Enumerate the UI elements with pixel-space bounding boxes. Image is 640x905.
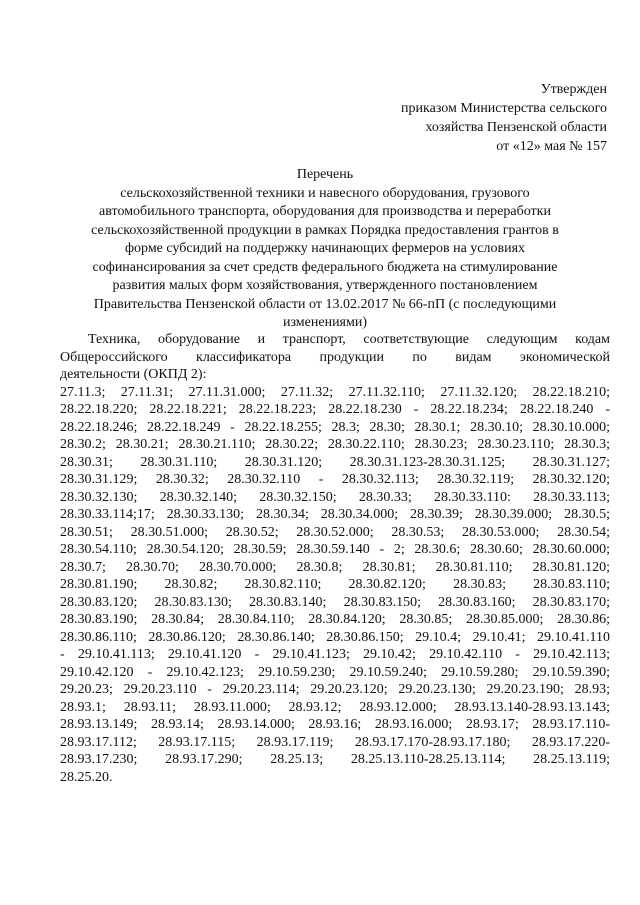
intro-line-3: деятельности (ОКПД 2):: [60, 367, 207, 382]
codes-line: 28.30.81.190; 28.30.82; 28.30.82.110; 28.30.82.120; 28.30.83; 28.30.83.110;: [60, 577, 610, 592]
codes-last-line: 28.25.20.: [60, 769, 113, 785]
codes-line: 28.22.18.220; 28.22.18.221; 28.22.18.223; 28.22.18.230 - 28.22.18.234; 28.22.18.240 -: [60, 402, 610, 417]
approval-line-1: Утвержден: [540, 82, 607, 97]
codes-line: - 29.10.41.113; 29.10.41.120 - 29.10.41.123; 29.10.42; 29.10.42.110 - 29.10.42.113;: [60, 647, 610, 662]
title-line: Правительства Пензенской области от 13.02.2017 № 66-пП (с последующими: [93, 296, 557, 312]
codes-line: 29.20.23; 29.20.23.110 - 29.20.23.114; 29.20.23.120; 29.20.23.130; 29.20.23.190; 28.93;: [60, 682, 610, 697]
codes-line: 28.30.83.190; 28.30.84; 28.30.84.110; 28.30.84.120; 28.30.85; 28.30.85.000; 28.30.86;: [60, 612, 610, 627]
approval-line-2: приказом Министерства сельского: [401, 101, 607, 116]
codes-line: 28.30.83.120; 28.30.83.130; 28.30.83.140; 28.30.83.150; 28.30.83.160; 28.30.83.170;: [60, 594, 610, 610]
codes-line: 28.30.86.110; 28.30.86.120; 28.30.86.140; 28.30.86.150; 29.10.4; 29.10.41; 29.10.41.110: [60, 629, 610, 645]
document-body: [60, 331, 610, 786]
codes-line: 28.30.51; 28.30.51.000; 28.30.52; 28.30.52.000; 28.30.53; 28.30.53.000; 28.30.54;: [60, 524, 610, 540]
approval-line-3: хозяйства Пензенской области: [425, 120, 607, 135]
codes-line: 28.30.31.129; 28.30.32; 28.30.32.110 - 28.30.32.113; 28.30.32.119; 28.30.32.120;: [60, 472, 610, 487]
codes-line: 28.93.13.149; 28.93.14; 28.93.14.000; 28.93.16; 28.93.16.000; 28.93.17; 28.93.17.110-: [60, 717, 610, 732]
title-line: форме субсидий на поддержку начинающих фермеров на условиях: [124, 241, 526, 256]
codes-line: 28.30.31; 28.30.31.110; 28.30.31.120; 28.30.31.123-28.30.31.125; 28.30.31.127;: [60, 454, 610, 470]
approval-stamp: [401, 80, 607, 156]
title-line: сельскохозяйственной продукции в рамках Порядка предоставления грантов в: [91, 222, 559, 238]
codes-line: 28.93.17.230; 28.93.17.290; 28.25.13; 28.25.13.110-28.25.13.114; 28.25.13.119;: [60, 752, 610, 767]
title-line: софинансирования за счет средств федерального бюджета на стимулирование: [92, 259, 558, 275]
intro-line-2: Общероссийского классификатора продукции по видам экономической: [60, 349, 610, 365]
title-heading: Перечень: [296, 167, 354, 182]
intro-line-1: Техника, оборудование и транспорт, соответствующие следующим кодам: [88, 332, 610, 347]
title-line: сельскохозяйственной техники и навесного оборудования, грузового: [120, 185, 530, 201]
codes-line: 29.10.42.120 - 29.10.42.123; 29.10.59.230; 29.10.59.240; 29.10.59.280; 29.10.59.390;: [60, 664, 610, 680]
title-line: развития малых форм хозяйствования, утвержденного постановлением: [112, 278, 538, 293]
title-line: изменениями): [282, 315, 368, 330]
codes-line: 27.11.3; 27.11.31; 27.11.31.000; 27.11.32; 27.11.32.110; 27.11.32.120; 28.22.18.210;: [60, 384, 610, 400]
codes-line: 28.30.32.130; 28.30.32.140; 28.30.32.150; 28.30.33; 28.30.33.110: 28.30.33.113;: [60, 489, 610, 505]
codes-line: 28.30.54.110; 28.30.54.120; 28.30.59; 28.30.59.140 - 2; 28.30.6; 28.30.60; 28.30.60.000;: [60, 542, 610, 557]
codes-line: 28.30.33.114;17; 28.30.33.130; 28.30.34; 28.30.34.000; 28.30.39; 28.30.39.000; 28.30.5;: [60, 507, 610, 522]
codes-line: 28.93.17.112; 28.93.17.115; 28.93.17.119; 28.93.17.170-28.93.17.180; 28.93.17.220-: [60, 734, 610, 750]
codes-line: 28.93.1; 28.93.11; 28.93.11.000; 28.93.12; 28.93.12.000; 28.93.13.140-28.93.13.143;: [60, 699, 610, 715]
codes-line: 28.30.2; 28.30.21; 28.30.21.110; 28.30.22; 28.30.22.110; 28.30.23; 28.30.23.110; 28.30.3;: [60, 437, 610, 452]
codes-line: 28.22.18.246; 28.22.18.249 - 28.22.18.255; 28.3; 28.30; 28.30.1; 28.30.10; 28.30.10.000;: [60, 419, 610, 435]
approval-line-4: от «12» мая № 157: [496, 139, 607, 154]
codes-line: 28.30.7; 28.30.70; 28.30.70.000; 28.30.8; 28.30.81; 28.30.81.110; 28.30.81.120;: [60, 559, 610, 575]
document-title: [60, 166, 590, 333]
title-line: автомобильного транспорта, оборудования для производства и переработки: [99, 204, 551, 219]
